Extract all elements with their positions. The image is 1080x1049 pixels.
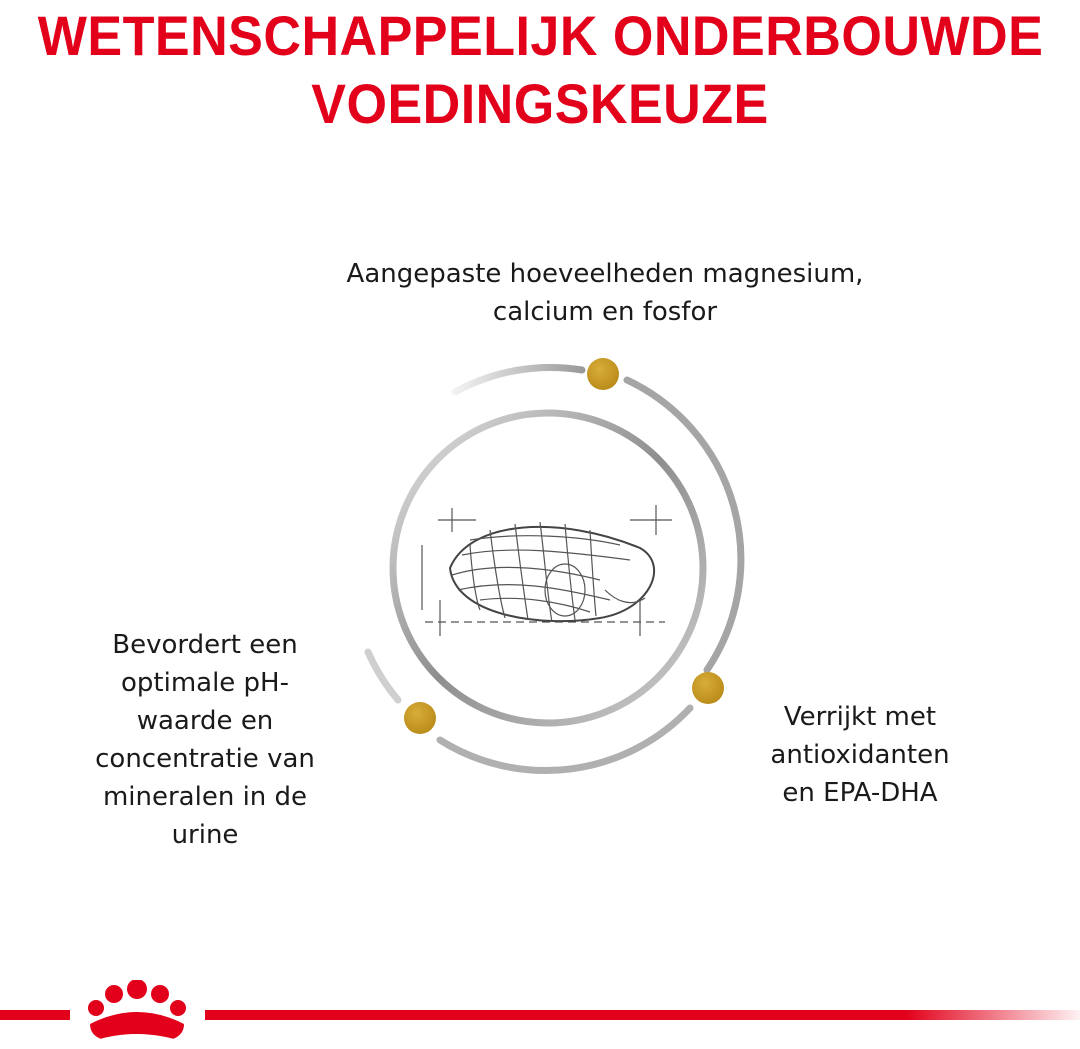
page-title-line-1: WETENSCHAPPELIJK ONDERBOUWDE bbox=[37, 4, 1044, 67]
outer-arc-bottom bbox=[440, 708, 690, 771]
benefit-antioxidants-line: en EPA-DHA bbox=[782, 778, 938, 808]
footer-bar-left bbox=[0, 1010, 70, 1020]
inner-ring bbox=[393, 413, 703, 723]
kibble-sketch-icon bbox=[422, 505, 672, 636]
gold-dot-icon bbox=[404, 702, 436, 734]
benefit-ph-line: urine bbox=[171, 820, 239, 850]
royal-canin-crown-logo bbox=[88, 980, 186, 1040]
benefit-ph-line: optimale pH- bbox=[120, 668, 289, 698]
benefit-antioxidants-line: Verrijkt met bbox=[783, 702, 937, 732]
footer-brand-bar bbox=[0, 980, 1080, 1049]
benefit-minerals-line: Aangepaste hoeveelheden magnesium, bbox=[346, 259, 864, 289]
outer-arc-top-left bbox=[455, 367, 582, 392]
benefit-ph-line: mineralen in de bbox=[102, 782, 308, 812]
benefit-ph-line: waarde en bbox=[136, 706, 274, 736]
benefit-minerals-line: calcium en fosfor bbox=[492, 297, 718, 327]
benefit-antioxidants-line: antioxidanten bbox=[770, 740, 950, 770]
gold-dot-icon bbox=[587, 358, 619, 390]
outer-arc-right bbox=[627, 380, 741, 670]
benefit-ph-line: Bevordert een bbox=[112, 630, 298, 660]
gold-dot-icon bbox=[692, 672, 724, 704]
outer-arc-left bbox=[368, 652, 398, 700]
benefit-ph-line: concentratie van bbox=[95, 744, 315, 774]
footer-bar-right bbox=[205, 1010, 1080, 1020]
page-title-line-2: VOEDINGSKEUZE bbox=[311, 72, 769, 135]
